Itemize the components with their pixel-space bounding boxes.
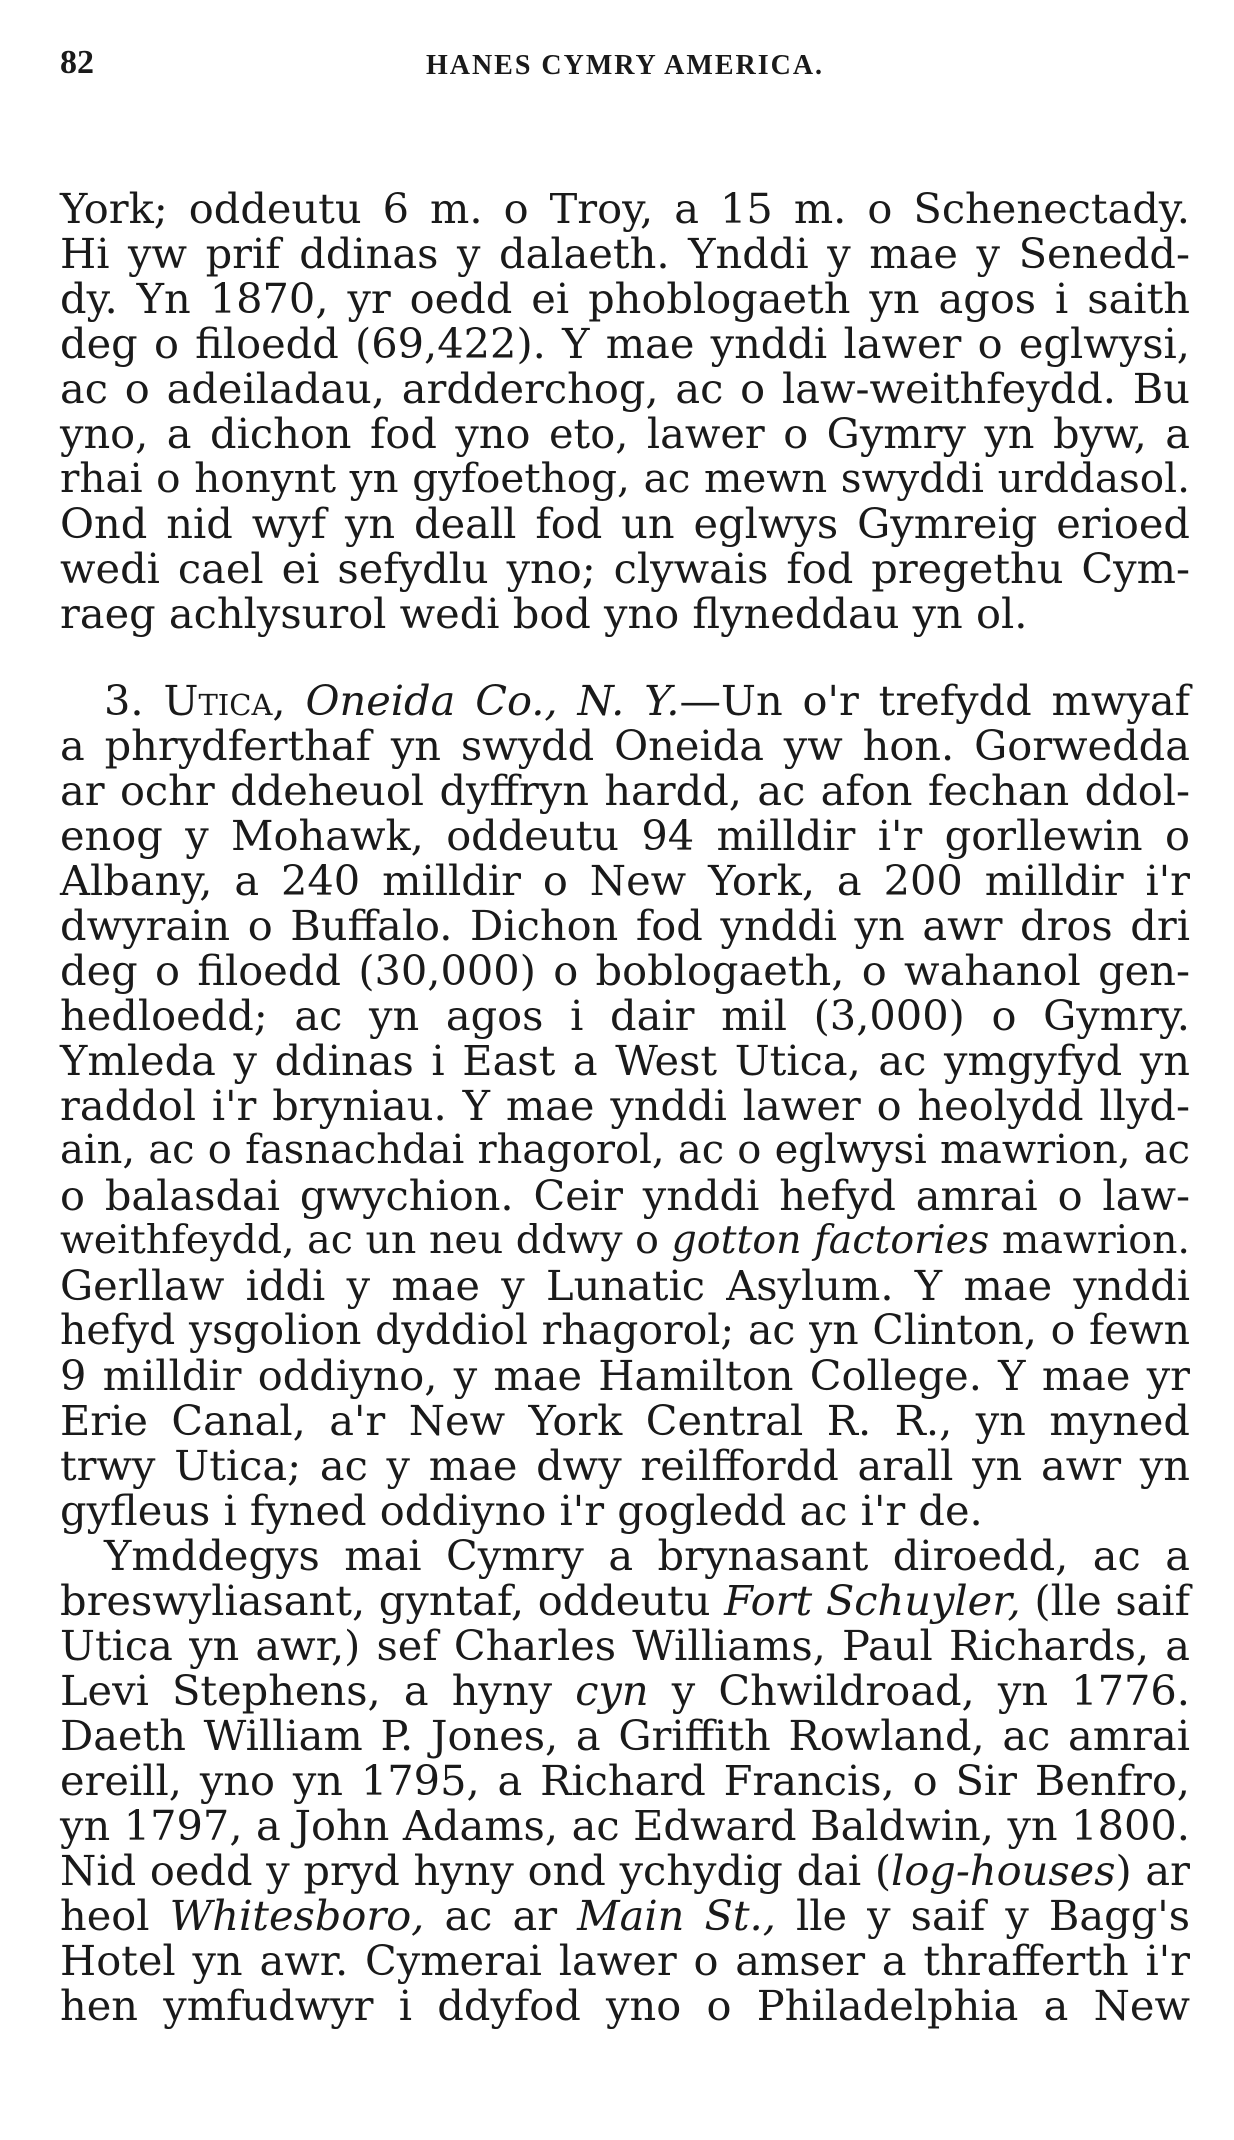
section-utica [60,678,1190,1533]
text-line: deg o filoedd (30,000) o boblogaeth, o wahanol gen- [60,946,1190,995]
text-line: deg o filoedd (69,422). Y mae ynddi lawer o eglwysi, [60,319,1190,368]
text-line: hedloedd; ac yn agos i dair mil (3,000) o Gymry. [60,991,1190,1040]
text-line: ereill, yno yn 1795, a Richard Francis, o Sir Benfro, [60,1756,1190,1805]
text-line: Erie Canal, a'r New York Central R. R., yn myned [60,1396,1190,1445]
italic-phrase: cyn [575,1666,649,1715]
text-fragment: ac ar [424,1891,578,1940]
text-fragment: lle y saif y Bagg's [775,1891,1190,1940]
text-line: trwy Utica; ac y mae dwy reilffordd arall yn awr yn [60,1441,1190,1490]
text-line: rhai o honynt yn gyfoethog, ac mewn swyddi urddasol. [60,454,1190,502]
section-state: N. Y. [577,676,680,725]
text-line: York; oddeutu 6 m. o Troy, a 15 m. o Schenectady. [60,184,1190,233]
section-first-line-text: —Un o'r trefydd mwyaf [679,676,1190,725]
text-line: Gerllaw iddi y mae y Lunatic Asylum. Y mae ynddi [60,1261,1190,1310]
text-fragment: (lle saif [1020,1576,1190,1625]
text-line: yn 1797, a John Adams, ac Edward Baldwin, yn 1800. [60,1801,1190,1850]
paragraph-settlers [60,1533,1190,2028]
text-line: ain, ac o fasnachdai rhagorol, ac o eglwysi mawrion, ac [60,1127,1190,1173]
text-fragment: Levi Stephens, a hyny [60,1666,576,1715]
text-line [60,1893,1190,1938]
italic-phrase: log-houses [891,1846,1116,1895]
text-line: Ond nid wyf yn deall fod un eglwys Gymreig erioed [60,499,1190,548]
text-fragment: y Chwildroad, yn 1776. [648,1666,1190,1715]
text-line: o balasdai gwychion. Ceir ynddi hefyd amrai o law- [60,1171,1190,1220]
section-place-name: Utica, [163,676,286,725]
text-line: Hi yw prif ddinas y dalaeth. Ynddi y mae y Senedd- [60,229,1190,278]
text-line: ac o adeiladau, ardderchog, ac o law-weithfeydd. Bu [60,364,1190,413]
text-fragment: weithfeydd, ac un neu ddwy o [60,1217,672,1263]
text-line: yno, a dichon fod yno eto, lawer o Gymry yn byw, a [60,409,1190,458]
text-line [60,1668,1190,1713]
text-line: enog y Mohawk, oddeutu 94 milldir i'r gorllewin o [60,811,1190,860]
italic-phrase: Main St., [577,1891,776,1940]
page-number: 82 [60,44,94,81]
section-heading-line [60,678,1190,723]
text-fragment: Nid oedd y pryd hyny ond ychydig dai ( [60,1846,892,1895]
italic-phrase: Fort Schuyler, [724,1576,1021,1625]
book-page [60,44,1190,2028]
page-header [60,44,1190,104]
text-line: Ymddegys mai Cymry a brynasant diroedd, ac a [104,1531,1190,1580]
paragraph-gap [60,636,1190,678]
text-line [60,1218,1190,1263]
text-line: Albany, a 240 milldir o New York, a 200 milldir i'r [60,856,1190,905]
text-fragment: breswyliasant, gyntaf, oddeutu [60,1576,725,1625]
italic-phrase: gotton factories [671,1217,990,1263]
running-title: HANES CYMRY AMERICA. [425,50,825,81]
text-line: dwyrain o Buffalo. Dichon fod ynddi yn awr dros dri [60,901,1190,950]
text-fragment: heol [60,1891,170,1940]
text-line: 9 milldir oddiyno, y mae Hamilton College. Y mae yr [60,1351,1190,1400]
text-line: ar ochr ddeheuol dyffryn hardd, ac afon fechan ddol- [60,766,1190,815]
text-line: dy. Yn 1870, yr oedd ei phoblogaeth yn agos i saith [60,274,1190,323]
text-fragment: ) ar [1115,1846,1190,1895]
text-line [60,1848,1190,1893]
text-line [60,1578,1190,1623]
text-line: wedi cael ei sefydlu yno; clywais fod pregethu Cym- [60,544,1190,593]
text-line: hen ymfudwyr i ddyfod yno o Philadelphia a New [60,1981,1190,2030]
text-fragment: mawrion. [989,1217,1190,1263]
text-line: Utica yn awr,) sef Charles Williams, Paul Richards, a [60,1621,1190,1670]
text-line: raeg achlysurol wedi bod yno flyneddau yn ol. [60,589,1028,638]
text-line: Ymleda y ddinas i East a West Utica, ac ymgyfyd yn [60,1036,1190,1085]
paragraph-albany [60,186,1190,636]
text-line: raddol i'r bryniau. Y mae ynddi lawer o heolydd llyd- [60,1081,1190,1130]
text-line: Hotel yn awr. Cymerai lawer o amser a thrafferth i'r [60,1936,1190,1985]
text-line: gyfleus i fyned oddiyno i'r gogledd ac i'r de. [60,1486,983,1535]
section-county: Oneida Co., [305,676,558,725]
text-line: a phrydferthaf yn swydd Oneida yw hon. Gorwedda [60,721,1190,770]
body-text [60,186,1190,2028]
italic-phrase: Whitesboro, [169,1891,425,1940]
text-line: Daeth William P. Jones, a Griffith Rowland, ac amrai [60,1711,1190,1760]
text-line: hefyd ysgolion dyddiol rhagorol; ac yn Clinton, o fewn [60,1306,1190,1354]
section-number: 3. [104,676,144,725]
